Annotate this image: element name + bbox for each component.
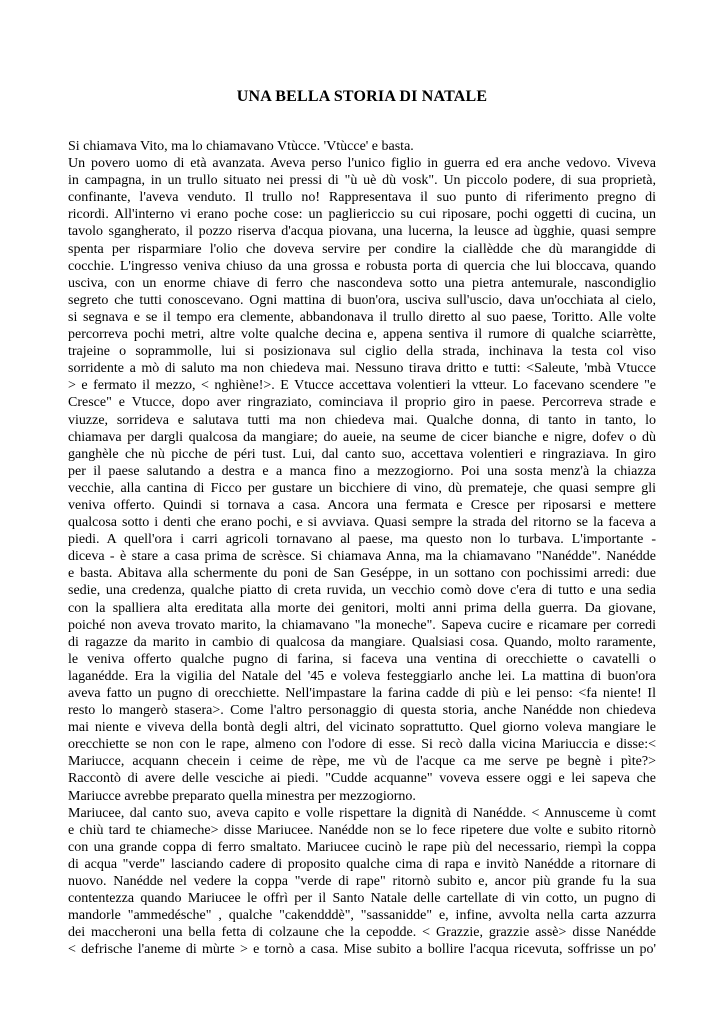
- text-line: con la spalliera alta ereditata alla morte dei genitori, molti anni prima della guerra. Da giovane,: [68, 600, 656, 616]
- text-line: poiché non aveva trovato marito, la chiamavano "la moneche". Sapeva cucire e ricamare per corredi: [68, 617, 656, 633]
- text-line: trajeine o soprammolle, lui si posizionava sul ciglio della strada, inchinava la testa col viso: [68, 344, 656, 360]
- text-line: < defrische l'aneme di mùrte > e tornò a casa. Mise subito a bollire l'acqua ricevuta, soffrisse un po': [68, 942, 656, 958]
- text-line: ricordi. All'interno vi erano poche cose: un pagliericcio su cui riposare, pochi oggetti di cucina, un: [68, 207, 656, 223]
- text-line: Cresce" e Vtucce, dopo aver ringraziato, cominciava il proprio giro in paese. Percorreva strade e: [68, 395, 656, 411]
- text-line: sedie, una credenza, qualche piatto di creta ruvida, un vecchio comò dove c'era di tutto e una sedia: [68, 583, 656, 599]
- text-line: viuzze, sorrideva e salutava tutti ma non chiedeva mai. Qualche donna, di tanto in tanto, lo: [68, 412, 656, 428]
- story-body: [68, 138, 656, 959]
- text-line: Un povero uomo di età avanzata. Aveva perso l'unico figlio in guerra ed era anche vedovo. Viveva: [68, 156, 656, 172]
- text-line: Mariucce, acquann checein i ceime de rèpe, me vù de l'acque ca me serve pe begnè i pìte?>: [68, 754, 656, 770]
- text-line: sorridente a mò di saluto ma non chiedeva mai. Nessuno tirava dritto e tutti: <Saleute, 'mbà Vtucce: [68, 361, 656, 377]
- text-line: Raccontò di avere delle vesciche ai piedi. "Cudde acquanne" voveva essere oggi e lei sapeva che: [68, 771, 656, 787]
- text-line: per il paese salutando a destra e a manca fino a mezzogiorno. Poi una sosta menz'à la chiazza: [68, 463, 656, 479]
- text-line: di acqua "verde" lasciando cadere di proposito qualche cima di rapa e invitò Nanédde a ritornare di: [68, 856, 656, 872]
- text-line: di ragazze da marito in cambio di qualcosa da mangiare. Qualsiasi cosa. Quando, molto raramente,: [68, 634, 656, 650]
- text-line: spenta per risparmiare l'olio che doveva servire per condire la ciallèdde che dù marangidde di: [68, 241, 656, 257]
- text-line: tavolo sgangherato, il pozzo riserva d'acqua piovana, una lucerna, la leusce ad ùgghie, quasi sempre: [68, 224, 656, 240]
- text-line: laganédde. Era la vigilia del Natale del '45 e voleva festeggiarlo anche lei. La mattina di buon'ora: [68, 668, 656, 684]
- text-line: orecchiette se non con le rape, almeno con l'odore di esse. Si recò dalla vicina Mariuccia e disse:<: [68, 737, 656, 753]
- text-line: cocchie. L'ingresso veniva chiuso da una grossa e robusta porta di quercia che lui bloccava, quando: [68, 258, 656, 274]
- text-line: mai niente e viveva della bontà degli altri, del vicinato soprattutto. Quel giorno voleva mangiare le: [68, 720, 656, 736]
- text-line: veniva offerto. Quindi si tornava a casa. Ancora una fermata e Cresce per riposarsi e mettere: [68, 497, 656, 513]
- text-line: qualcosa sotto i denti che erano pochi, e si avviava. Quasi sempre la strada del ritorno se la faceva a: [68, 515, 656, 531]
- text-line: > e fermato il mezzo, < nghiène!>. E Vtucce accettava volentieri la vtteur. Lo facevano scendere "e: [68, 378, 656, 394]
- text-line: si segnava e se il tempo era clemente, abbandonava il trullo diretto al suo paese, Toritto. Alle volte: [68, 309, 656, 325]
- text-line: e chiù tard te chiameche> disse Mariucee. Nanédde non se lo fece ripetere due volte e subito ritornò: [68, 822, 656, 838]
- text-line: percorreva pochi metri, altre volte qualche decina e, appena sentiva il rumore di qualche sciarrètte,: [68, 327, 656, 343]
- text-line: diceva - è stare a casa prima de scrèsce. Si chiamava Anna, ma la chiamavano "Nanédde". Nanédde: [68, 549, 656, 565]
- text-line: Mariucee, dal canto suo, aveva capito e volle rispettare la dignità di Nanédde. < Annusceme ù comt: [68, 805, 656, 821]
- text-line: nuovo. Nanédde nel vedere la coppa "verde di rape" ritornò subito e, ancor più grande fu la sua: [68, 874, 656, 890]
- text-line: chiamava per dargli qualcosa da mangiare; do aueie, na seume de cicer bianche e nigre, dofev o dù: [68, 429, 656, 445]
- text-line: usciva, con un enorme chiave di ferro che nascondeva sotto una pietra antemurale, nascondiglio: [68, 275, 656, 291]
- text-line: le veniva offerto qualche pugno di farina, si faceva una ventina di orecchiette o cavatelli o: [68, 651, 656, 667]
- text-line: ganghèle che nù picche de péri tust. Lui, dal canto suo, accettava volentieri e ringraziava. In giro: [68, 446, 656, 462]
- text-line: in campagna, in un trullo situato nei pressi di "ù uè dù vosk". Un piccolo podere, di sua proprietà,: [68, 173, 656, 189]
- text-line: dei maccheroni una bella fetta di colzaune che la cepodde. < Grazzie, grazzie assè> disse Nanédde: [68, 925, 656, 941]
- text-line: piedi. A quell'ora i carri agricoli tornavano al paese, ma questo non lo turbava. L'importante -: [68, 532, 656, 548]
- text-line: mandorle "ammedésche" , qualche "cakendddè", "sassanidde" e, infine, avvolta nella carta azzurra: [68, 908, 656, 924]
- text-line: contentezza quando Mariucee le offrì per il Santo Natale delle cartellate di vin cotto, un pugno di: [68, 891, 656, 907]
- text-line: Si chiamava Vito, ma lo chiamavano Vtùcce. 'Vtùcce' e basta.: [68, 139, 414, 154]
- document-title: UNA BELLA STORIA DI NATALE: [236, 88, 488, 105]
- text-line: aveva fatto un pugno di orecchiette. Nell'impastare la farina cadde di più e lei penso: <fa niente! Il: [68, 686, 656, 701]
- text-line: vecchie, alla cantina di Ficco per gustare un bicchiere di vino, dù premateje, che quasi sempre gli: [68, 480, 656, 496]
- text-line: resto lo mangerò stasera>. Come l'altro personaggio di questa storia, anche Nanédde non chiedeva: [68, 703, 656, 719]
- text-line: e basta. Abitava alla schermente du poni de San Geséppe, in un sottano con pochissimi arredi: due: [68, 566, 656, 582]
- text-line: confinante, l'aveva venduto. Il trullo no! Rappresentava il suo punto di riferimento pregno di: [68, 190, 656, 206]
- text-line: con una grande coppa di ferro smaltato. Mariucee cucinò le rape più del necessario, riempì la coppa: [68, 839, 656, 855]
- text-line: segreto che tutti conoscevano. Ogni mattina di buon'ora, usciva sull'uscio, dava un'occhiata al cielo,: [68, 292, 656, 308]
- text-line: Mariucce avrebbe preparato quella minestra per mezzogiorno.: [68, 788, 416, 804]
